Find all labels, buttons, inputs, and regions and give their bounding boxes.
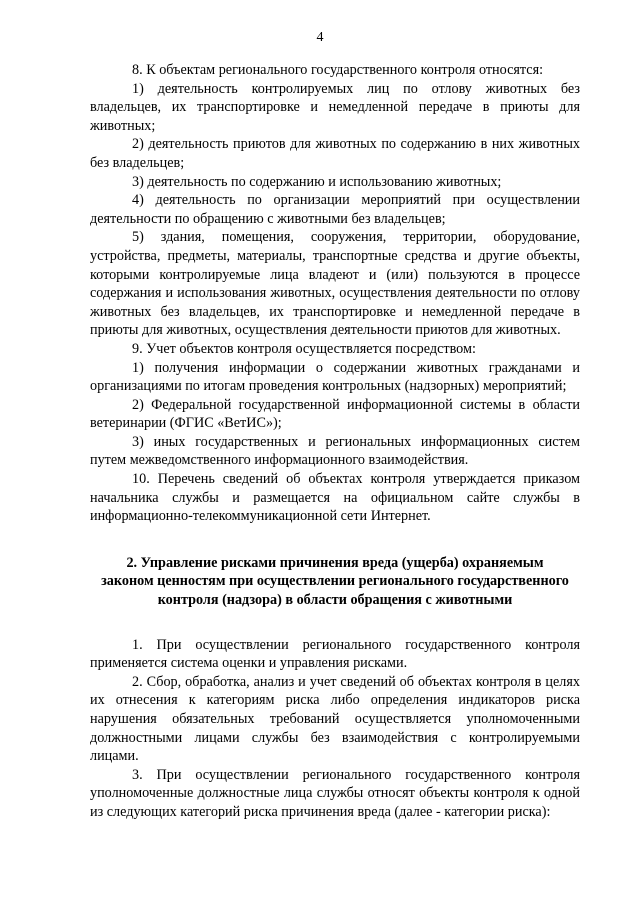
list-item: 1) деятельность контролируемых лиц по отлову животных без владельцев, их транспортировке и немедленной передаче в приюты для животных;: [90, 80, 580, 134]
section-heading: 2. Управление рисками причинения вреда (ущерба) охраняемым законом ценностям при осуществлении регионального государственного контроля (надзора) в области обращения с животными: [101, 554, 569, 609]
list-item: 5) здания, помещения, сооружения, территории, оборудование, устройства, предметы, материалы, транспортные средства и другие объекты, которыми контролируемые лица владеют и (или) пользуются в процессе содержания и использования животных, осуществления деятельности по отлову животных без владельцев, их транспортировке и немедленной передаче в приюты для животных, осуществления деятельности приютов для животных.: [90, 229, 580, 339]
list-item: 4) деятельность по организации мероприятий при осуществлении деятельности по обращению с животными без владельцев;: [90, 192, 580, 227]
list-item: 3) иных государственных и региональных информационных систем путем межведомственного информационного взаимодействия.: [90, 433, 580, 469]
list-item: 2) деятельность приютов для животных по содержанию в них животных без владельцев;: [90, 136, 580, 171]
page-number: 4: [316, 30, 324, 45]
paragraph: 8. К объектам регионального государственного контроля относятся:: [132, 62, 544, 78]
document-body: [90, 61, 580, 822]
paragraph: 3. При осуществлении регионального государственного контроля уполномоченные должностные лица службы относят объекты контроля к одной из следующих категорий риска причинения вреда (далее - категории риска):: [90, 766, 580, 820]
paragraph: 10. Перечень сведений об объектах контроля утверждается приказом начальника службы и размещается на официальном сайте службы в информационно-телекоммуникационной сети Интернет.: [90, 471, 580, 525]
paragraph: 1. При осуществлении регионального государственного контроля применяется система оценки и управления рисками.: [90, 636, 580, 672]
paragraph: 2. Сбор, обработка, анализ и учет сведений об объектах контроля в целях их отнесения к категориям риска либо определения индикаторов риска нарушения обязательных требований осуществляется уполномоченными должностными лицами службы без взаимодействия с контролируемыми лицами.: [90, 673, 580, 765]
list-item: 3) деятельность по содержанию и использованию животных;: [132, 173, 502, 190]
paragraph: 9. Учет объектов контроля осуществляется посредством:: [132, 340, 476, 357]
list-item: 1) получения информации о содержании животных гражданами и организациями по итогам проведения контрольных (надзорных) мероприятий;: [90, 359, 580, 395]
list-item: 2) Федеральной государственной информационной системы в области ветеринарии (ФГИС «ВетИС»);: [90, 396, 580, 432]
